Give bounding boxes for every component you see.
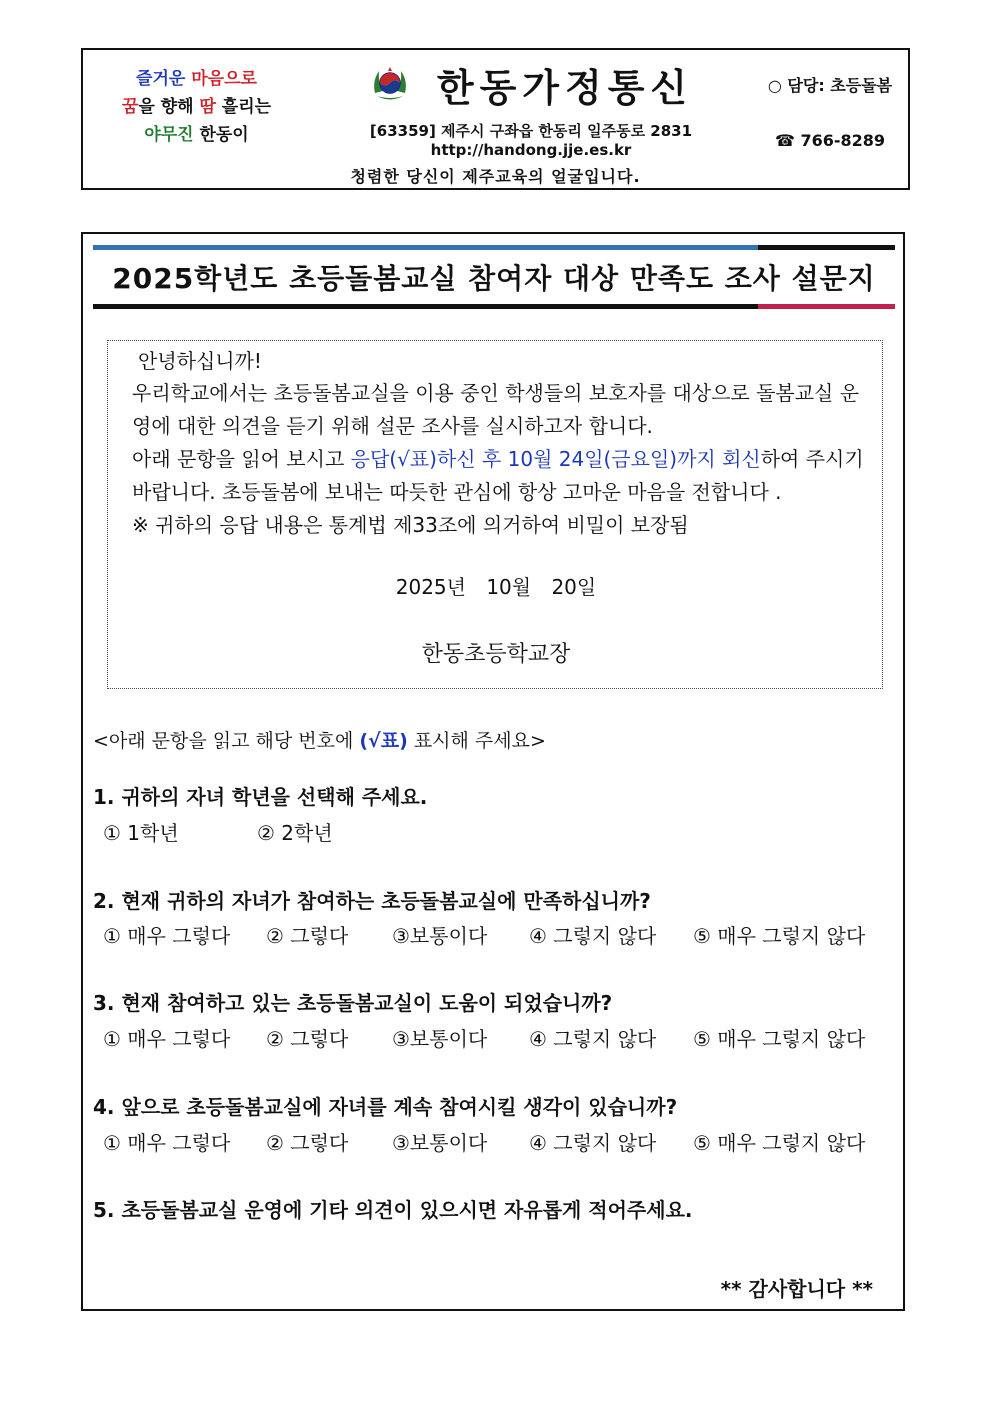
bar-blue-segment [93, 245, 758, 250]
school-motto [83, 50, 310, 163]
question-4-options [103, 1127, 865, 1156]
notice-paragraph-2 [132, 443, 877, 509]
answer-option[interactable]: ④ 그렇지 않다 [529, 924, 657, 948]
notice-privacy-note: ※ 귀하의 응답 내용은 통계법 제33조에 의거하여 비밀이 보장됨 [132, 513, 689, 537]
answer-option[interactable]: ⑤ 매우 그렇지 않다 [693, 1131, 866, 1155]
instruction-checkmark: (√표) [359, 730, 408, 752]
survey-frame [81, 232, 905, 1311]
motto-text: 을 향해 [138, 96, 200, 117]
motto-text: 즐거운 [136, 68, 192, 89]
answer-option[interactable]: ④ 그렇지 않다 [529, 1027, 657, 1051]
question-2: 2. 현재 귀하의 자녀가 참여하는 초등돌봄교실에 만족하십니까? [93, 889, 651, 913]
instruction-text: 표시해 주세요> [407, 730, 546, 752]
thank-you-note: ** 감사합니다 ** [720, 1277, 873, 1301]
bar-black-segment [758, 245, 895, 250]
motto-line-1 [136, 65, 257, 93]
integrity-slogan: 청렴한 당신이 제주교육의 얼굴입니다. [350, 167, 641, 186]
notice-signature: 한동초등학교장 [421, 642, 571, 667]
instruction-text: <아래 문항을 읽고 해당 번호에 [93, 730, 360, 752]
answer-option[interactable]: ⑤ 매우 그렇지 않다 [693, 924, 866, 948]
newsletter-header [81, 48, 910, 190]
survey-instruction [93, 726, 546, 753]
answer-option[interactable]: ② 그렇다 [266, 1131, 349, 1155]
contact-phone: ☎ 766-8289 [774, 131, 886, 150]
answer-option[interactable]: ① 매우 그렇다 [103, 1027, 231, 1051]
notice-text: 하여 주시기 바랍니다. 초등돌봄에 보내는 따듯한 관심에 항상 고마운 마음을 전합니다 . [132, 447, 864, 504]
school-address: [63359] 제주시 구좌읍 한동리 일주동로 2831 [369, 121, 693, 140]
motto-text: 땀 [199, 96, 216, 117]
notice-text: 아래 문항을 읽어 보시고 [132, 447, 351, 471]
title-top-bar [93, 245, 895, 250]
contact-person: ○ 담당: 초등돌봄 [767, 75, 893, 95]
motto-text: 한동이 [193, 124, 249, 145]
notice-date: 2025년 10월 20일 [395, 575, 597, 599]
answer-option[interactable]: ⑤ 매우 그렇지 않다 [693, 1027, 866, 1051]
answer-option[interactable]: ② 2학년 [257, 821, 333, 845]
notice-deadline: 응답(√표)하신 후 10월 24일(금요일)까지 회신 [350, 447, 761, 471]
answer-option[interactable]: ③보통이다 [392, 1131, 488, 1155]
question-1: 1. 귀하의 자녀 학년을 선택해 주세요. [93, 785, 428, 809]
notice-greeting: 안녕하십니까! [138, 349, 262, 373]
question-1-options [103, 817, 333, 846]
motto-text: 마음으로 [191, 68, 257, 89]
question-5: 5. 초등돌봄교실 운영에 기타 의견이 있으시면 자유롭게 적어주세요. [93, 1198, 693, 1222]
bar-black-segment [93, 304, 758, 309]
answer-option[interactable]: ② 그렇다 [266, 1027, 349, 1051]
answer-option[interactable]: ③보통이다 [392, 924, 488, 948]
question-2-options [103, 920, 865, 949]
school-emblem-icon [369, 63, 411, 105]
answer-option[interactable]: ① 매우 그렇다 [103, 924, 231, 948]
notice-body [132, 377, 877, 542]
question-4: 4. 앞으로 초등돌봄교실에 자녀를 계속 참여시킬 생각이 있습니까? [93, 1095, 678, 1119]
answer-option[interactable]: ④ 그렇지 않다 [529, 1131, 657, 1155]
notice-paragraph-1: 우리학교에서는 초등돌봄교실을 이용 중인 학생들의 보호자를 대상으로 돌봄교실 운영에 대한 의견을 듣기 위해 설문 조사를 실시하고자 합니다. [132, 381, 860, 438]
answer-option[interactable]: ② 그렇다 [266, 924, 349, 948]
motto-text: 흘리는 [215, 96, 272, 117]
newsletter-title-cell [310, 50, 752, 118]
question-3-options [103, 1023, 865, 1052]
motto-line-3 [144, 121, 248, 149]
survey-title: 2025학년도 초등돌봄교실 참여자 대상 만족도 조사 설문지 [112, 262, 876, 295]
bar-red-segment [758, 304, 895, 309]
answer-option[interactable]: ③보통이다 [392, 1027, 488, 1051]
notice-box [107, 340, 883, 689]
motto-line-2 [122, 93, 271, 121]
answer-option[interactable]: ① 매우 그렇다 [103, 1131, 231, 1155]
school-address-cell [310, 118, 752, 163]
motto-text: 꿈 [121, 96, 139, 117]
answer-option[interactable]: ① 1학년 [103, 821, 179, 845]
question-3: 3. 현재 참여하고 있는 초등돌봄교실이 도움이 되었습니까? [93, 991, 613, 1015]
newsletter-title: 한동가정통신 [436, 65, 694, 110]
school-url: http://handong.jje.es.kr [430, 140, 632, 159]
motto-text: 야무진 [144, 124, 194, 145]
title-bottom-bar [93, 304, 895, 309]
